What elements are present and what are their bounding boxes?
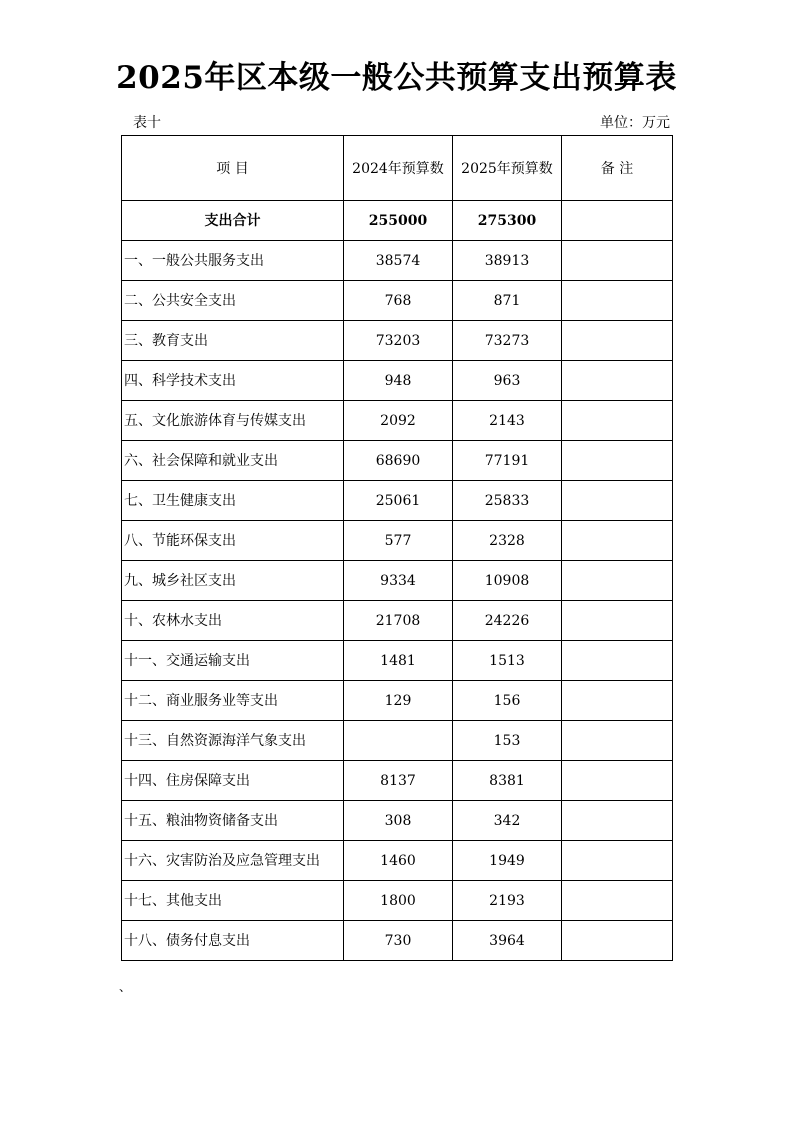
table-row <box>122 481 673 521</box>
row-remark <box>562 241 673 281</box>
row-budget-2025: 38913 <box>453 241 562 281</box>
row-budget-2024: 308 <box>344 801 453 841</box>
row-budget-2024: 8137 <box>344 761 453 801</box>
row-budget-2024: 577 <box>344 521 453 561</box>
row-budget-2024: 730 <box>344 921 453 961</box>
row-name: 十七、其他支出 <box>122 881 344 921</box>
row-name: 九、城乡社区支出 <box>122 561 344 601</box>
row-budget-2025: 3964 <box>453 921 562 961</box>
row-remark <box>562 721 673 761</box>
row-remark <box>562 321 673 361</box>
row-budget-2025: 73273 <box>453 321 562 361</box>
row-remark <box>562 281 673 321</box>
row-budget-2025: 8381 <box>453 761 562 801</box>
row-remark <box>562 481 673 521</box>
table-row <box>122 721 673 761</box>
row-budget-2025: 1513 <box>453 641 562 681</box>
unit-label: 单位：万元 <box>600 115 670 131</box>
row-remark <box>562 521 673 561</box>
row-name: 五、文化旅游体育与传媒支出 <box>122 401 344 441</box>
header-item: 项 目 <box>122 136 344 201</box>
table-number: 表十 <box>133 115 161 131</box>
row-budget-2025: 2193 <box>453 881 562 921</box>
table-row <box>122 761 673 801</box>
row-remark <box>562 561 673 601</box>
row-budget-2025: 871 <box>453 281 562 321</box>
table-row <box>122 601 673 641</box>
row-name: 六、社会保障和就业支出 <box>122 441 344 481</box>
row-name: 十一、交通运输支出 <box>122 641 344 681</box>
table-row <box>122 401 673 441</box>
total-budget-2024: 255000 <box>344 201 453 241</box>
table-row <box>122 281 673 321</box>
row-name: 一、一般公共服务支出 <box>122 241 344 281</box>
row-budget-2024: 1800 <box>344 881 453 921</box>
row-remark <box>562 361 673 401</box>
total-budget-2025: 275300 <box>453 201 562 241</box>
table-row <box>122 361 673 401</box>
row-name: 八、节能环保支出 <box>122 521 344 561</box>
row-budget-2024: 21708 <box>344 601 453 641</box>
table-row <box>122 841 673 881</box>
row-name: 十五、粮油物资储备支出 <box>122 801 344 841</box>
header-budget-2024: 2024年预算数 <box>344 136 453 201</box>
table-row <box>122 441 673 481</box>
row-remark <box>562 441 673 481</box>
table-row <box>122 801 673 841</box>
table-row <box>122 241 673 281</box>
table-row <box>122 681 673 721</box>
row-budget-2024: 1460 <box>344 841 453 881</box>
table-row <box>122 321 673 361</box>
row-remark <box>562 881 673 921</box>
row-budget-2025: 2143 <box>453 401 562 441</box>
row-remark <box>562 681 673 721</box>
row-name: 十三、自然资源海洋气象支出 <box>122 721 344 761</box>
row-budget-2025: 963 <box>453 361 562 401</box>
row-budget-2024: 38574 <box>344 241 453 281</box>
row-budget-2025: 25833 <box>453 481 562 521</box>
row-remark <box>562 601 673 641</box>
table-row <box>122 521 673 561</box>
total-remark <box>562 201 673 241</box>
row-budget-2024: 768 <box>344 281 453 321</box>
row-budget-2025: 156 <box>453 681 562 721</box>
row-budget-2024: 25061 <box>344 481 453 521</box>
row-name: 十四、住房保障支出 <box>122 761 344 801</box>
row-budget-2024: 948 <box>344 361 453 401</box>
row-budget-2024: 9334 <box>344 561 453 601</box>
row-name: 三、教育支出 <box>122 321 344 361</box>
row-budget-2025: 2328 <box>453 521 562 561</box>
row-budget-2025: 342 <box>453 801 562 841</box>
table-row <box>122 881 673 921</box>
table-row <box>122 921 673 961</box>
total-name: 支出合计 <box>122 201 344 241</box>
row-remark <box>562 401 673 441</box>
footnote-mark: 、 <box>119 980 132 994</box>
total-row <box>122 201 673 241</box>
row-name: 十、农林水支出 <box>122 601 344 641</box>
row-budget-2025: 10908 <box>453 561 562 601</box>
row-budget-2025: 77191 <box>453 441 562 481</box>
row-budget-2024: 73203 <box>344 321 453 361</box>
header-remark: 备 注 <box>562 136 673 201</box>
table-row <box>122 561 673 601</box>
row-remark <box>562 761 673 801</box>
budget-table <box>121 135 673 961</box>
row-budget-2024 <box>344 721 453 761</box>
row-name: 七、卫生健康支出 <box>122 481 344 521</box>
row-remark <box>562 801 673 841</box>
row-budget-2025: 1949 <box>453 841 562 881</box>
row-budget-2025: 153 <box>453 721 562 761</box>
page-title: 2025年区本级一般公共预算支出预算表 <box>116 60 677 96</box>
row-budget-2024: 129 <box>344 681 453 721</box>
row-remark <box>562 641 673 681</box>
table-header-row <box>122 136 673 201</box>
row-remark <box>562 921 673 961</box>
table-row <box>122 641 673 681</box>
row-remark <box>562 841 673 881</box>
row-name: 十二、商业服务业等支出 <box>122 681 344 721</box>
row-budget-2024: 1481 <box>344 641 453 681</box>
row-name: 二、公共安全支出 <box>122 281 344 321</box>
row-name: 十六、灾害防治及应急管理支出 <box>122 841 344 881</box>
row-name: 四、科学技术支出 <box>122 361 344 401</box>
table-body <box>122 201 673 961</box>
header-budget-2025: 2025年预算数 <box>453 136 562 201</box>
row-name: 十八、债务付息支出 <box>122 921 344 961</box>
row-budget-2024: 68690 <box>344 441 453 481</box>
row-budget-2025: 24226 <box>453 601 562 641</box>
row-budget-2024: 2092 <box>344 401 453 441</box>
